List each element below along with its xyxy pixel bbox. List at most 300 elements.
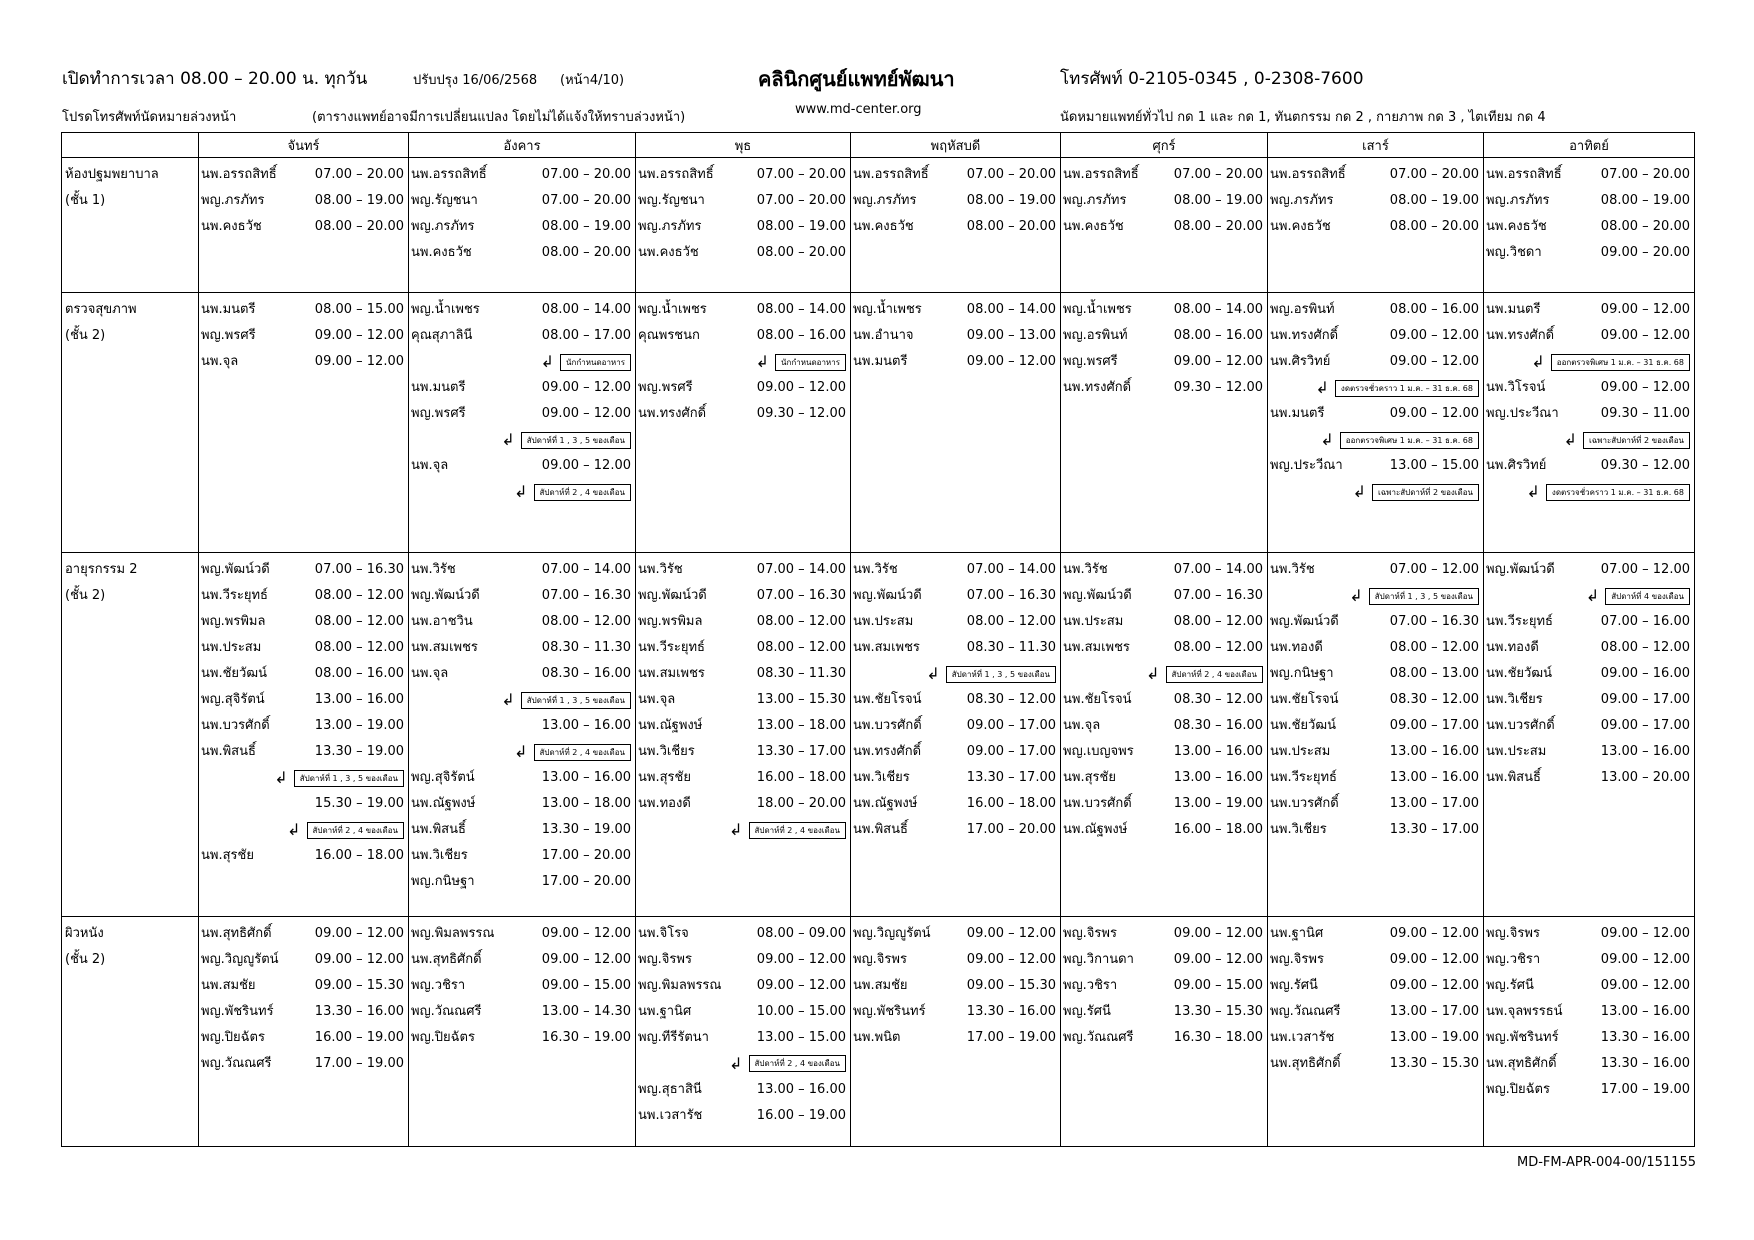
doctor-entry: [1484, 401, 1694, 427]
doctor-entry: [409, 713, 635, 739]
department-floor: (ชั้น 2): [65, 951, 106, 967]
time-range: 08.00 – 14.00: [966, 302, 1056, 318]
schedule-table: [61, 132, 1695, 1147]
doctor-entry: [199, 609, 408, 635]
time-range: 13.30 – 16.00: [1600, 1055, 1690, 1071]
doctor-name: นพ.ณัฐพงษ์: [411, 796, 476, 812]
time-range: 08.30 – 11.30: [541, 640, 631, 656]
doctor-entry: [1268, 323, 1483, 349]
doctor-name: นพ.บวรศักดิ์: [853, 718, 922, 734]
time-range: 08.00 – 19.00: [1389, 193, 1479, 208]
schedule-cell: [1268, 158, 1484, 293]
doctor-entry: [1484, 713, 1694, 739]
department-name: ผิวหนัง: [65, 925, 104, 941]
phone-numbers: โทรศัพท์ 0-2105-0345 , 0-2308-7600: [1060, 69, 1364, 89]
time-range: 13.00 – 16.00: [756, 1081, 846, 1097]
doctor-entry: [1268, 921, 1483, 947]
doctor-entry: [1268, 739, 1483, 765]
time-range: 13.00 – 18.00: [756, 718, 846, 734]
doctor-name: พญ.พัชรินทร์: [1486, 1029, 1559, 1045]
time-range: 13.30 – 15.30: [1173, 1003, 1263, 1019]
time-range: 07.00 – 16.00: [1600, 614, 1690, 630]
schedule-cell: [409, 553, 636, 916]
time-range: 08.00 – 16.00: [756, 328, 846, 344]
doctor-entry: [636, 973, 850, 999]
doctor-entry: [199, 739, 408, 765]
doctor-name: นพ.วีระยุทธ์: [638, 640, 705, 656]
doctor-name: นพ.พิสนธิ์: [1486, 770, 1541, 786]
time-range: 13.30 – 19.00: [314, 744, 404, 760]
doctor-entry: [1061, 375, 1267, 401]
doctor-name: พญ.พัฒน์วดี: [201, 562, 270, 578]
doctor-entry: [1268, 973, 1483, 999]
time-range: 08.00 – 14.00: [1173, 302, 1263, 318]
doctor-name: นพ.ทรงศักดิ์: [1063, 380, 1132, 396]
schedule-note: [1484, 583, 1694, 609]
opening-hours: เปิดทำการเวลา 08.00 – 20.00 น. ทุกวัน: [62, 69, 368, 89]
time-range: 13.00 – 16.00: [541, 718, 631, 734]
time-range: 07.00 – 20.00: [1389, 167, 1479, 182]
time-range: 09.00 – 12.00: [1600, 925, 1690, 941]
doctor-name: พญ.พิมลพรรณ: [411, 925, 495, 941]
arrow-icon: ↲: [1352, 482, 1366, 502]
doctor-name: นพ.ศิรวิทย์: [1486, 458, 1547, 474]
schedule-cell: [1061, 293, 1268, 553]
doctor-entry: [1484, 214, 1694, 240]
doctor-name: พญ.พัฒน์วดี: [853, 588, 922, 604]
time-range: 07.00 – 12.00: [1600, 562, 1690, 578]
doctor-name: นพ.จุล: [411, 666, 449, 682]
arrow-icon: ↲: [540, 352, 555, 372]
time-range: 16.00 – 18.00: [1173, 822, 1263, 838]
doctor-entry: [851, 557, 1060, 583]
doctor-name: พญ.พรศรี: [638, 380, 693, 396]
doctor-entry: [851, 297, 1060, 323]
time-range: 13.30 – 16.00: [966, 1003, 1056, 1019]
doctor-entry: [199, 214, 408, 240]
time-range: 13.00 – 17.00: [1389, 796, 1479, 812]
note-box: งดตรวจชั่วคราว 1 ม.ค. – 31 ธ.ค. 68: [1546, 484, 1690, 501]
doctor-name: [199, 791, 296, 817]
doctor-name: พญ.จิรพร: [1063, 925, 1117, 941]
doctor-entry: [409, 791, 635, 817]
time-range: 09.00 – 12.00: [1173, 354, 1263, 370]
note-box: สัปดาห์ที่ 2 , 4 ของเดือน: [307, 822, 404, 839]
doctor-entry: [636, 1077, 850, 1103]
doctor-entry: [199, 687, 408, 713]
time-range: 09.00 – 13.00: [966, 328, 1056, 344]
time-range: 07.00 – 20.00: [756, 193, 846, 208]
time-range: 08.00 – 19.00: [1173, 193, 1263, 208]
doctor-entry: [199, 947, 408, 973]
doctor-name: นพ.ทรงศักดิ์: [853, 744, 922, 760]
doctor-entry: [851, 1025, 1060, 1051]
doctor-entry: [199, 1051, 408, 1077]
schedule-cell: [1061, 553, 1268, 916]
doctor-entry: [1484, 635, 1694, 661]
time-range: 17.00 – 20.00: [966, 822, 1056, 838]
doctor-name: นพ.วิโรจน์: [1486, 380, 1546, 396]
doctor-entry: [1484, 1025, 1694, 1051]
note-box: เฉพาะสัปดาห์ที่ 2 ของเดือน: [1372, 484, 1479, 501]
doctor-name: นพ.คงธวัช: [1063, 219, 1124, 234]
doctor-name: นพ.ประสม: [201, 640, 262, 656]
arrow-icon: ↲: [755, 352, 770, 372]
doctor-name: นพ.พิสนธิ์: [411, 822, 466, 838]
time-range: 07.00 – 20.00: [314, 167, 404, 182]
time-range: 09.00 – 17.00: [1389, 718, 1479, 734]
time-range: 08.00 – 14.00: [541, 302, 631, 318]
doctor-entry: [199, 999, 408, 1025]
doctor-entry: [1484, 188, 1694, 214]
doctor-entry: [1268, 297, 1483, 323]
department-cell: [62, 293, 199, 553]
time-range: 07.00 – 20.00: [756, 167, 846, 182]
time-range: 08.00 – 20.00: [1389, 219, 1479, 234]
department-cell: [62, 553, 199, 916]
doctor-entry: [1061, 609, 1267, 635]
department-floor: (ชั้น 2): [65, 328, 106, 344]
doctor-name: พญ.วัณณศรี: [1063, 1029, 1134, 1045]
doctor-name: นพ.บวรศักดิ์: [1270, 796, 1339, 812]
schedule-note: [1268, 583, 1483, 609]
doctor-name: พญ.น้ำเพชร: [411, 302, 480, 318]
doctor-entry: [409, 661, 635, 687]
doctor-entry: [1061, 557, 1267, 583]
doctor-name: นพ.ณัฐพงษ์: [638, 718, 703, 734]
doctor-entry: [409, 401, 635, 427]
doctor-name: นพ.ชัยโรจน์: [853, 692, 922, 708]
doctor-entry: [409, 921, 635, 947]
schedule-cell: [199, 158, 409, 293]
doctor-name: พญ.ภรภัทร: [1270, 193, 1334, 208]
doctor-name: พญ.วชิรา: [1063, 977, 1118, 993]
time-range: 13.30 – 16.00: [1600, 1029, 1690, 1045]
doctor-name: พญ.อรพินท์: [1270, 302, 1335, 318]
doctor-name: นพ.บวรศักดิ์: [1063, 796, 1132, 812]
doctor-entry: [851, 921, 1060, 947]
doctor-entry: [636, 323, 850, 349]
doctor-name: พญ.พรพิมล: [638, 614, 703, 630]
arrow-icon: ↲: [729, 1053, 743, 1073]
doctor-name: นพ.ชัยโรจน์: [1063, 692, 1132, 708]
time-range: 08.00 – 19.00: [314, 193, 404, 208]
doctor-name: พญ.ภรภัทร: [411, 219, 475, 234]
doctor-entry: [409, 635, 635, 661]
department-floor: (ชั้น 1): [65, 193, 106, 208]
time-range: 13.30 – 15.30: [1389, 1055, 1479, 1071]
doctor-name: คุณพรชนก: [638, 328, 700, 344]
doctor-name: นพ.สุรชัย: [638, 770, 691, 786]
clinic-name: คลินิกศูนย์แพทย์พัฒนา: [758, 67, 955, 91]
time-range: 09.00 – 12.00: [541, 458, 631, 474]
doctor-entry: [851, 323, 1060, 349]
time-range: 09.00 – 15.00: [541, 977, 631, 993]
doctor-name: พญ.ประวีณา: [1486, 406, 1559, 422]
doctor-entry: [199, 349, 408, 375]
time-range: 13.00 – 19.00: [1389, 1029, 1479, 1045]
doctor-entry: [409, 297, 635, 323]
doctor-entry: [1061, 921, 1267, 947]
time-range: 09.00 – 12.00: [1173, 951, 1263, 967]
schedule-note: [409, 687, 635, 713]
time-range: 09.00 – 12.00: [541, 925, 631, 941]
doctor-name: นพ.วิรัช: [638, 562, 683, 578]
note-box: สัปดาห์ที่ 1 , 3 , 5 ของเดือน: [1369, 588, 1479, 605]
doctor-entry: [636, 947, 850, 973]
time-range: 13.30 – 17.00: [966, 770, 1056, 786]
doctor-name: นพ.ณัฐพงษ์: [853, 796, 918, 812]
doctor-name: นพ.วิรัช: [411, 562, 456, 578]
doctor-entry: [199, 635, 408, 661]
schedule-cell: [636, 293, 851, 553]
time-range: 08.00 – 14.00: [756, 302, 846, 318]
doctor-name: พญ.พัฒน์วดี: [1270, 614, 1339, 630]
doctor-name: นพ.วีระยุทธ์: [1486, 614, 1553, 630]
doctor-name: นพ.วิรัช: [1270, 562, 1315, 578]
doctor-name: นพ.ทองดี: [638, 796, 691, 812]
doctor-entry: [851, 739, 1060, 765]
doctor-name: นพ.อรรถสิทธิ์: [1486, 167, 1562, 182]
doctor-entry: [409, 973, 635, 999]
department-row: [62, 293, 1695, 553]
department-cell: [62, 916, 199, 1146]
time-range: 07.00 – 16.30: [756, 588, 846, 604]
day-header: ศุกร์: [1061, 133, 1268, 158]
arrow-icon: ↲: [1563, 430, 1577, 450]
doctor-name: พญ.วิกานดา: [1063, 951, 1134, 967]
doctor-name: นพ.อรรถสิทธิ์: [411, 167, 487, 182]
arrow-icon: ↲: [1320, 430, 1334, 450]
note-box: สัปดาห์ที่ 2 , 4 ของเดือน: [749, 822, 846, 839]
schedule-cell: [199, 293, 409, 553]
time-range: 09.00 – 12.00: [1173, 925, 1263, 941]
doctor-entry: [199, 323, 408, 349]
doctor-name: นพ.อรรถสิทธิ์: [638, 167, 714, 182]
time-range: 13.00 – 16.00: [1173, 770, 1263, 786]
time-range: 08.00 – 12.00: [1173, 640, 1263, 656]
schedule-cell: [1061, 916, 1268, 1146]
doctor-entry: [409, 947, 635, 973]
note-box: สัปดาห์ที่ 1 , 3 , 5 ของเดือน: [521, 692, 631, 709]
doctor-entry: [851, 973, 1060, 999]
time-range: 13.00 – 16.00: [1600, 744, 1690, 760]
doctor-entry: [409, 999, 635, 1025]
time-range: 07.00 – 14.00: [966, 562, 1056, 578]
doctor-name: นพ.อำนาจ: [853, 328, 914, 344]
doctor-name: พญ.สุธาสินี: [638, 1081, 702, 1097]
doctor-entry: [1268, 713, 1483, 739]
schedule-note: [1484, 479, 1694, 505]
arrow-icon: ↲: [1585, 586, 1600, 606]
time-range: 13.00 – 19.00: [1173, 796, 1263, 812]
doctor-name: คุณสุภาลินี: [411, 328, 473, 344]
doctor-name: พญ.ภรภัทร: [853, 193, 917, 208]
doctor-name: นพ.ฐานิศ: [1270, 925, 1324, 941]
page-number: (หน้า4/10): [560, 73, 625, 88]
doctor-entry: [1484, 609, 1694, 635]
time-range: 09.00 – 12.00: [1600, 328, 1690, 344]
doctor-entry: [1061, 635, 1267, 661]
doctor-entry: [1268, 1025, 1483, 1051]
time-range: 07.00 – 16.30: [1389, 614, 1479, 630]
schedule-cell: [1268, 293, 1484, 553]
time-range: 07.00 – 16.30: [966, 588, 1056, 604]
time-range: 07.00 – 16.30: [1173, 588, 1263, 604]
doctor-entry: [636, 214, 850, 240]
note-box: สัปดาห์ที่ 2 , 4 ของเดือน: [534, 744, 631, 761]
doctor-entry: [1061, 947, 1267, 973]
doctor-entry: [636, 188, 850, 214]
doctor-entry: [1268, 765, 1483, 791]
doctor-entry: [199, 661, 408, 687]
doctor-entry: [1484, 999, 1694, 1025]
schedule-cell: [851, 158, 1061, 293]
note-box: สัปดาห์ที่ 2 , 4 ของเดือน: [1166, 666, 1263, 683]
time-range: 13.00 – 16.00: [1389, 744, 1479, 760]
website-link[interactable]: www.md-center.org: [795, 102, 922, 117]
doctor-name: พญ.รัศนี: [1486, 977, 1534, 993]
doctor-name: พญ.รัญชนา: [638, 193, 705, 208]
doctor-entry: [851, 609, 1060, 635]
doctor-name: พญ.ภรภัทร: [201, 193, 265, 208]
doctor-entry: [1484, 765, 1694, 791]
form-code: MD-FM-APR-004-00/151155: [1517, 1155, 1696, 1170]
doctor-name: [409, 713, 523, 739]
doctor-name: พญ.เบญจพร: [1063, 744, 1134, 760]
doctor-entry: [409, 609, 635, 635]
doctor-name: พญ.จิรพร: [1270, 951, 1324, 967]
doctor-entry: [409, 162, 635, 188]
doctor-entry: [1484, 557, 1694, 583]
doctor-entry: [199, 843, 408, 869]
doctor-name: นพ.ประสม: [1063, 614, 1124, 630]
doctor-entry: [409, 843, 635, 869]
doctor-entry: [851, 583, 1060, 609]
doctor-entry: [1484, 661, 1694, 687]
doctor-name: นพ.อาชวิน: [411, 614, 473, 630]
schedule-note: [636, 1051, 850, 1077]
doctor-entry: [1061, 323, 1267, 349]
time-range: 09.00 – 17.00: [966, 744, 1056, 760]
doctor-entry: [1061, 1025, 1267, 1051]
doctor-entry: [851, 635, 1060, 661]
time-range: 08.00 – 12.00: [966, 614, 1056, 630]
time-range: 13.00 – 15.30: [756, 692, 846, 708]
doctor-name: นพ.ฐานิศ: [638, 1003, 692, 1019]
doctor-name: นพ.พนิต: [853, 1029, 901, 1045]
time-range: 15.30 – 19.00: [314, 796, 404, 812]
doctor-name: นพ.วิรัช: [853, 562, 898, 578]
doctor-entry: [1484, 921, 1694, 947]
doctor-name: นพ.คงธวัช: [1270, 219, 1331, 234]
doctor-entry: [1061, 999, 1267, 1025]
doctor-name: นพ.ทองดี: [1270, 640, 1323, 656]
time-range: 09.00 – 12.00: [1600, 977, 1690, 993]
department-name: ห้องปฐมพยาบาล: [65, 167, 159, 182]
doctor-name: นพ.อรรถสิทธิ์: [201, 167, 277, 182]
time-range: 16.00 – 18.00: [314, 848, 404, 864]
time-range: 09.00 – 12.00: [1600, 302, 1690, 318]
doctor-name: นพ.วิเชียร: [1270, 822, 1327, 838]
doctor-entry: [851, 765, 1060, 791]
time-range: 08.00 – 20.00: [756, 245, 846, 260]
time-range: 17.00 – 20.00: [541, 874, 631, 890]
doctor-entry: [1268, 162, 1483, 188]
time-range: 08.00 – 15.00: [314, 302, 404, 318]
note-box: สัปดาห์ที่ 2 , 4 ของเดือน: [534, 484, 631, 501]
time-range: 09.00 – 17.00: [1600, 718, 1690, 734]
day-header-row: [62, 133, 1695, 158]
time-range: 08.00 – 12.00: [1389, 640, 1479, 656]
schedule-cell: [1268, 553, 1484, 916]
time-range: 09.30 – 12.00: [756, 406, 846, 422]
doctor-entry: [636, 635, 850, 661]
time-range: 13.00 – 15.00: [1389, 458, 1479, 474]
department-row: [62, 553, 1695, 916]
arrow-icon: ↲: [1531, 352, 1545, 372]
schedule-note: [851, 661, 1060, 687]
schedule-cell: [851, 293, 1061, 553]
doctor-name: พญ.วัณณศรี: [201, 1055, 272, 1071]
time-range: 09.00 – 12.00: [966, 925, 1056, 941]
time-range: 08.30 – 12.00: [966, 692, 1056, 708]
time-range: 18.00 – 20.00: [756, 796, 846, 812]
time-range: 07.00 – 20.00: [966, 167, 1056, 182]
doctor-entry: [636, 401, 850, 427]
time-range: 07.00 – 14.00: [541, 562, 631, 578]
doctor-entry: [1268, 999, 1483, 1025]
doctor-name: นพ.อรรถสิทธิ์: [1270, 167, 1346, 182]
time-range: 07.00 – 12.00: [1389, 562, 1479, 578]
schedule-cell: [1484, 293, 1695, 553]
time-range: 08.00 – 12.00: [314, 640, 404, 656]
doctor-name: นพ.วีระยุทธ์: [201, 588, 268, 604]
time-range: 08.30 – 12.00: [1173, 692, 1263, 708]
time-range: 09.00 – 12.00: [541, 380, 631, 396]
doctor-name: นพ.ชัยวัฒน์: [1486, 666, 1552, 682]
doctor-name: พญ.กนิษฐา: [1270, 666, 1334, 682]
arrow-icon: ↲: [514, 482, 528, 502]
doctor-entry: [409, 1025, 635, 1051]
doctor-name: นพ.สุทธิศักดิ์: [1486, 1055, 1557, 1071]
doctor-entry: [1268, 947, 1483, 973]
note-box: ออกตรวจพิเศษ 1 ม.ค. – 31 ธ.ค. 68: [1551, 354, 1690, 371]
time-range: 08.30 – 11.30: [756, 666, 846, 682]
doctor-name: นพ.มนตรี: [1270, 406, 1325, 422]
time-range: 08.00 – 20.00: [1600, 219, 1690, 234]
time-range: 09.00 – 17.00: [966, 718, 1056, 734]
doctor-name: พญ.ทีรีรัตนา: [638, 1029, 709, 1045]
doctor-entry: [409, 214, 635, 240]
doctor-entry: [1268, 609, 1483, 635]
note-box: สัปดาห์ที่ 2 , 4 ของเดือน: [749, 1055, 846, 1072]
doctor-name: พญ.สุจิรัตน์: [411, 770, 475, 786]
doctor-name: นพ.ณัฐพงษ์: [1063, 822, 1128, 838]
corner-cell: [62, 133, 199, 158]
time-range: 09.00 – 12.00: [1389, 328, 1479, 344]
doctor-entry: [636, 765, 850, 791]
department-cell: [62, 158, 199, 293]
time-range: 09.00 – 12.00: [1389, 925, 1479, 941]
doctor-entry: [1268, 401, 1483, 427]
time-range: 09.00 – 12.00: [314, 354, 404, 370]
doctor-entry: [409, 817, 635, 843]
doctor-entry: [1061, 817, 1267, 843]
doctor-name: พญ.วชิรา: [411, 977, 466, 993]
doctor-entry: [1061, 349, 1267, 375]
doctor-name: นพ.ทรงศักดิ์: [1270, 328, 1339, 344]
